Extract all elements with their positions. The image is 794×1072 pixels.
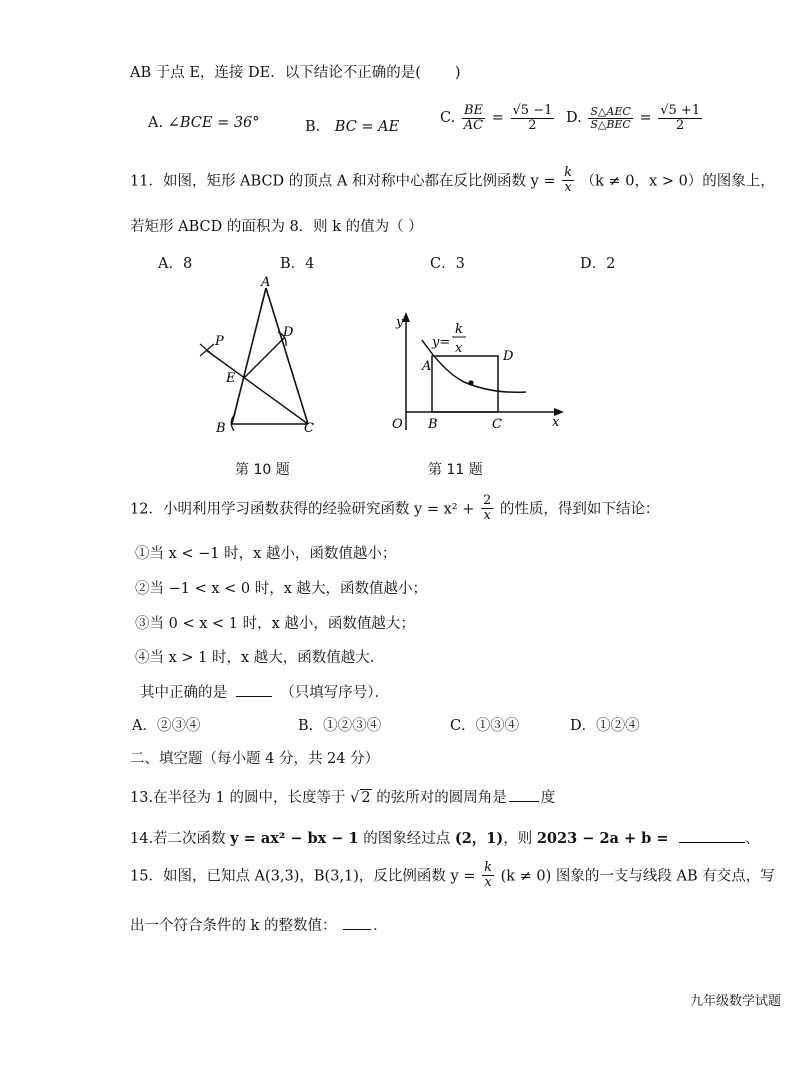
q12-option-d: D．①②④ [570, 718, 640, 734]
fig11-label-c: C [492, 417, 502, 432]
q12-option-b: B．①②③④ [298, 718, 382, 734]
q14-answer-blank [679, 842, 745, 843]
q13-text: 13.在半径为 1 的圆中，长度等于 √ 2 的弦所对的圆周角是 度 [130, 790, 556, 806]
q10-option-d: D. $\frac{\text{S△AEC}}{\text{S△BEC}}$ = $\frac{√5 +1}{2}$ [566, 103, 701, 133]
figure-11-graph [382, 300, 572, 440]
q15-fraction: $\frac{k}{x}$ [484, 860, 492, 890]
q12-answer-blank [236, 696, 272, 697]
q15-line2: 出一个符合条件的 k 的整数值： ． [130, 918, 388, 934]
q10-option-b: B． BC = AE [305, 119, 400, 135]
fig11-label-o: O [392, 417, 403, 432]
fig11-func-y: y= [432, 335, 451, 350]
fig10-label-a: A [261, 275, 271, 290]
q14-text: 14.若二次函数 y = ax² − bx − 1 的图象经过点 (2，1)，则 2023 − 2a + b = 、 [130, 830, 760, 847]
q12-item-1: ①当 x < −1 时，x 越小，函数值越小； [135, 546, 397, 562]
figure-11-caption: 第 11 题 [428, 462, 483, 478]
fig10-label-b: B [216, 421, 226, 436]
fig11-label-a: A [422, 359, 432, 374]
q10-option-a: A. ∠BCE = 36° [148, 115, 260, 131]
fig11-label-d: D [503, 349, 514, 364]
fig10-label-e: E [226, 371, 236, 386]
fig10-label-p: P [215, 334, 224, 349]
q11-fraction: $\frac{k}{x}$ [564, 165, 573, 195]
q12-option-a: A．②③④ [132, 718, 201, 734]
q10-option-d-fraction-left: $\frac{\text{S△AEC}}{\text{S△BEC}}$ [590, 105, 631, 131]
fig10-bisector-line [206, 350, 308, 424]
fig10-label-c: C [304, 421, 314, 436]
fig11-label-y: y [396, 315, 404, 330]
q12-fraction: $\frac{2}{x}$ [482, 493, 492, 523]
q12-item-3: ③当 0 < x < 1 时，x 越小，函数值越大； [135, 616, 415, 632]
fig10-label-d: D [283, 325, 294, 340]
q12-item-4: ④当 x > 1 时，x 越大，函数值越大． [135, 650, 385, 666]
q11-option-d: D．2 [580, 256, 616, 272]
fig11-center-point [468, 380, 473, 385]
section-2-title: 二、填空题（每小题 4 分，共 24 分） [130, 751, 380, 767]
figure-10-triangle [190, 274, 330, 440]
figure-10-caption: 第 10 题 [235, 462, 290, 478]
q15-answer-blank [343, 929, 371, 930]
q12-ask: 其中正确的是 （只填写序号）． [140, 685, 389, 701]
fig10-side-ab [232, 288, 266, 424]
fig11-func-den: x [455, 341, 463, 356]
fig10-side-ac [266, 288, 308, 424]
q11-option-c: C．3 [430, 256, 465, 272]
fig10-segment-de [244, 338, 284, 378]
q10-option-d-fraction-right: $\frac{√5 +1}{2}$ [660, 103, 701, 133]
q13-answer-blank [509, 801, 539, 802]
q11-option-a: A．8 [158, 256, 193, 272]
q12-option-c: C．①③④ [450, 718, 520, 734]
q12-item-2: ②当 −1 < x < 0 时，x 越大，函数值越小； [135, 581, 428, 597]
q10-option-c: C. $\frac{BE}{AC}$ = $\frac{√5 -1}{2}$ [440, 103, 553, 133]
q15-line1: 15．如图，已知点 A(3,3)，B(3,1)，反比例函数 y = $\frac{k}{x}$ (k ≠ 0) 图象的一支与线段 AB 有交点，写 [130, 860, 775, 890]
q11-option-b: B．4 [280, 256, 315, 272]
q11-line1: 11．如图，矩形 ABCD 的顶点 A 和对称中心都在反比例函数 y = $\frac{k}{x}$ （k ≠ 0，x > 0）的图象上， [130, 165, 775, 195]
fig11-func-num: k [455, 322, 463, 337]
fig11-label-b: B [428, 417, 438, 432]
q12-intro: 12．小明利用学习函数获得的经验研究函数 y = x² + $\frac{2}{x}$ 的性质，得到如下结论： [130, 493, 660, 523]
footer-label: 九年级数学试题 [690, 994, 782, 1009]
fig11-label-x: x [552, 415, 560, 430]
q10-option-c-fraction-right: $\frac{√5 -1}{2}$ [512, 103, 553, 133]
q10-continuation: AB 于点 E，连接 DE．以下结论不正确的是( ) [130, 65, 461, 81]
q10-option-c-fraction-left: $\frac{BE}{AC}$ [463, 103, 484, 133]
q11-line2: 若矩形 ABCD 的面积为 8．则 k 的值为（ ） [130, 219, 423, 235]
